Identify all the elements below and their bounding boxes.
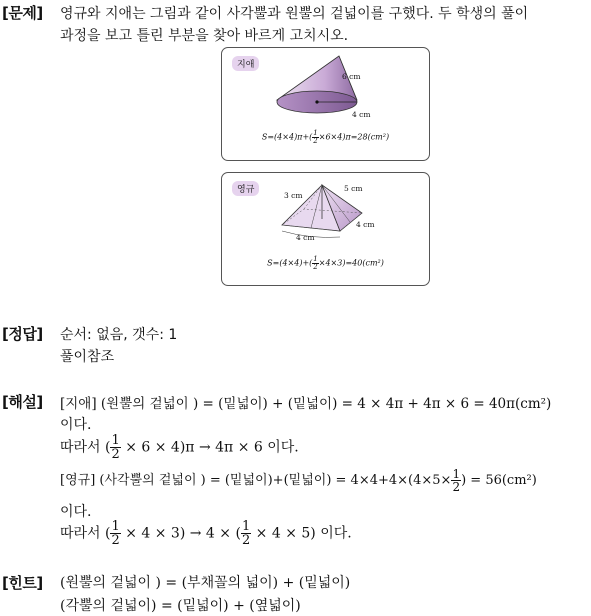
explanation-line-4: [영규] (사각뿔의 겉넓이 ) = (밑넓이)+(밑넓이) = 4×4+4×(4×5× $\frac{1}{2}$ ) = 56(cm²) bbox=[60, 467, 537, 494]
answer-tag: [정답] bbox=[2, 325, 43, 343]
fraction-half: $\frac{1}{2}$ bbox=[241, 519, 251, 548]
slant-length-label: 6 cm bbox=[342, 72, 361, 81]
answer-line-1: 순서: 없음, 갯수: 1 bbox=[60, 327, 178, 343]
answer-line-2: 풀이참조 bbox=[60, 349, 115, 365]
radius-label: 4 cm bbox=[352, 110, 371, 119]
jiae-formula: S=(4×4)π+( $\frac{1}{2}$ ×6×4)π=28(cm²) bbox=[261, 129, 390, 145]
explanation-line-2: 이다. bbox=[60, 417, 92, 433]
base-label: 4 cm bbox=[296, 233, 315, 242]
hint-line-2: (각뿔의 겉넓이) = (밑넓이) + (옆넓이) bbox=[60, 598, 301, 614]
fraction-half: $\frac{1}{2}$ bbox=[452, 467, 461, 494]
explanation-tag: [해설] bbox=[2, 393, 43, 411]
formula-fraction: $\frac{1}{2}$ bbox=[313, 129, 318, 145]
hint-line-1: (원뿔의 겉넓이 ) = (부채꼴의 넓이) + (밑넓이) bbox=[60, 575, 351, 591]
problem-line-2: 과정을 보고 틀린 부분을 찾아 바르게 고치시오. bbox=[60, 28, 349, 44]
explanation-line-3: 따라서 ( $\frac{1}{2}$ × 6 × 4)π → 4π × 6 이다. bbox=[60, 433, 299, 462]
edge-label: 5 cm bbox=[344, 184, 363, 193]
younggyu-formula: S=(4×4)+( $\frac{1}{2}$ ×4×3)=40(cm²) bbox=[267, 255, 384, 271]
explanation-line-6: 따라서 ( $\frac{1}{2}$ × 4 × 3) → 4 × ( $\frac{1}{2}$ × 4 × 5) 이다. bbox=[60, 519, 352, 548]
problem-tag: [문제] bbox=[2, 4, 43, 22]
explanation-line-1: [지애] (원뿔의 겉넓이 ) = (밑넓이) + (밑넓이) = 4 × 4π + 4π × 6 = 40π(cm²) bbox=[60, 396, 552, 412]
figure-pyramid-younggyu bbox=[221, 172, 430, 286]
problem-line-1: 영규와 지애는 그림과 같이 사각뿔과 원뿔의 겉넓이를 구했다. 두 학생의 풀이 bbox=[60, 6, 529, 22]
hint-tag: [힌트] bbox=[2, 574, 43, 592]
explanation-line-5: 이다. bbox=[60, 504, 92, 520]
height-label: 3 cm bbox=[284, 191, 303, 200]
student-label-younggyu: 영규 bbox=[232, 181, 259, 196]
student-label-jiae: 지애 bbox=[232, 56, 259, 71]
fraction-half: $\frac{1}{2}$ bbox=[111, 519, 120, 548]
side-label: 4 cm bbox=[356, 220, 375, 229]
figure-cone-jiae bbox=[221, 47, 430, 161]
fraction-half: $\frac{1}{2}$ bbox=[111, 433, 120, 462]
formula-fraction: $\frac{1}{2}$ bbox=[313, 255, 318, 271]
